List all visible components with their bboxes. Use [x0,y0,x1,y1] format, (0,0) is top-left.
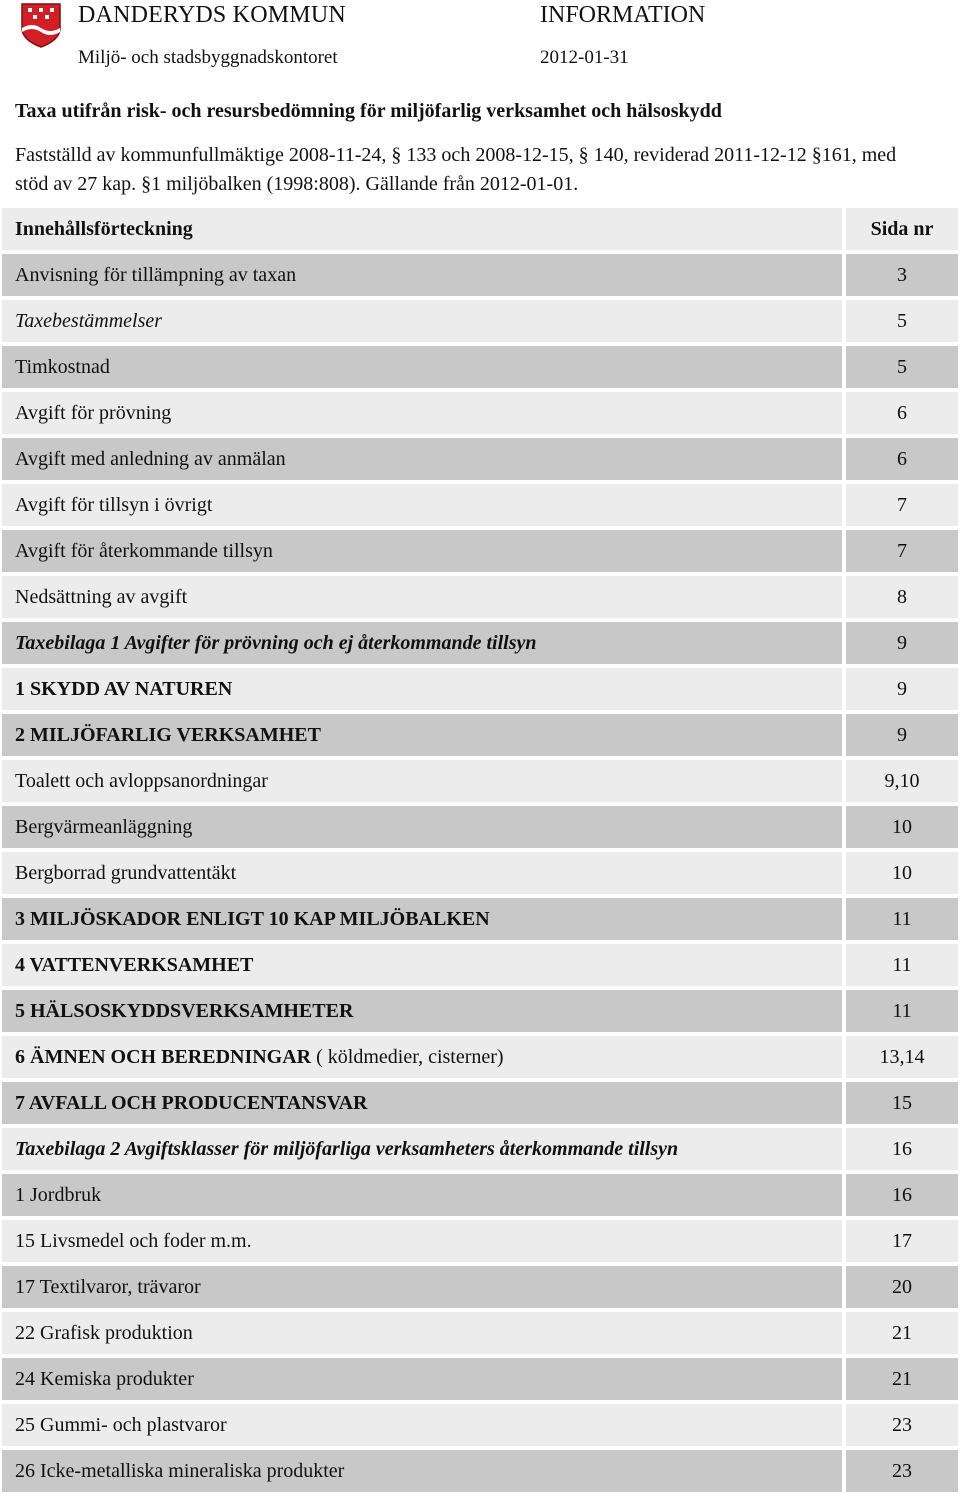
toc-entry-page: 16 [846,1128,958,1170]
toc-entry-page: 21 [846,1358,958,1400]
toc-entry-page: 6 [846,438,958,480]
toc-entry-label: Taxebilaga 1 Avgifter för prövning och ej återkommande tillsyn [15,631,537,654]
toc-entry-label: Timkostnad [15,355,110,378]
toc-entry-page: 7 [846,530,958,572]
toc-entry-page: 11 [846,898,958,940]
toc-entry-label: 1 SKYDD AV NATUREN [15,677,233,700]
toc-entry-label: Taxebestämmelser [15,309,163,332]
toc-entry-page: 7 [846,484,958,526]
toc-entry-label: 6 ÄMNEN OCH BEREDNINGAR [15,1045,312,1068]
toc-header-row [2,208,958,250]
toc-entry-label: 25 Gummi- och plastvaror [15,1413,227,1436]
toc-entry-text [2,576,842,618]
toc-row [2,944,958,986]
toc-entry-text [2,990,842,1032]
toc-entry-label: 4 VATTENVERKSAMHET [15,953,254,976]
toc-entry-page: 23 [846,1404,958,1446]
document-description: Fastställd av kommunfullmäktige 2008-11-24, § 133 och 2008-12-15, § 140, reviderad 2011-12-12 §161, med stöd av 27 kap. §1 miljöbalken (1998:808). Gällande från 2012-01-01. [15,144,897,195]
toc-row [2,622,958,664]
toc-entry-label: Avgift med anledning av anmälan [15,447,286,470]
toc-entry-page: 20 [846,1266,958,1308]
toc-entry-page: 16 [846,1174,958,1216]
toc-entry-text [2,898,842,940]
toc-entry-label: Taxebilaga 2 Avgiftsklasser för miljöfarliga verksamheters återkommande tillsyn [15,1137,679,1160]
toc-entry-label: 15 Livsmedel och foder m.m. [15,1229,252,1252]
toc-entry-text [2,1082,842,1124]
toc-entry-page: 9 [846,622,958,664]
toc-entry-label: Avgift för prövning [15,401,172,424]
toc-row [2,300,958,342]
toc-row [2,668,958,710]
toc-entry-label: 2 MILJÖFARLIG VERKSAMHET [15,723,321,746]
toc-entry-label: Avgift för återkommande tillsyn [15,539,273,562]
toc-entry-text [2,1312,842,1354]
toc-entry-page: 10 [846,852,958,894]
toc-entry-text [2,806,842,848]
municipal-coat-of-arms-icon [20,2,62,48]
toc-entry-label: 22 Grafisk produktion [15,1321,193,1344]
toc-entry-page: 9,10 [846,760,958,802]
toc-row [2,530,958,572]
toc-entry-label: Bergvärmeanläggning [15,815,193,838]
toc-entry-page: 8 [846,576,958,618]
toc-entry-page: 11 [846,944,958,986]
toc-row [2,852,958,894]
toc-row [2,1404,958,1446]
toc-entry-text [2,1358,842,1400]
toc-entry-text [2,300,842,342]
toc-entry-text [2,944,842,986]
toc-entry-label: 5 HÄLSOSKYDDSVERKSAMHETER [15,999,354,1022]
toc-entry-label: Anvisning för tillämpning av taxan [15,263,297,286]
document-title: Taxa utifrån risk- och resursbedömning för miljöfarlig verksamhet och hälsoskydd [15,100,722,122]
toc-entry-page: 5 [846,300,958,342]
toc-entry-text [2,1450,842,1492]
toc-entry-text [2,1266,842,1308]
toc-row [2,1128,958,1170]
toc-row [2,898,958,940]
toc-entry-label: 26 Icke-metalliska mineraliska produkter [15,1459,345,1482]
toc-entry-text [2,622,842,664]
toc-entry-text [2,484,842,526]
toc-entry-page: 21 [846,1312,958,1354]
toc-entry-page: 3 [846,254,958,296]
table-of-contents [2,208,958,1496]
toc-entry-text [2,714,842,756]
toc-entry-label: Toalett och avloppsanordningar [15,769,268,792]
toc-row [2,1220,958,1262]
toc-entry-text [2,346,842,388]
document-date: 2012-01-31 [540,47,629,68]
toc-entry-page: 11 [846,990,958,1032]
toc-entry-page: 5 [846,346,958,388]
toc-entry-text [2,254,842,296]
toc-row [2,254,958,296]
toc-row [2,392,958,434]
organization-name: DANDERYDS KOMMUN [78,2,346,28]
toc-entry-text [2,760,842,802]
toc-entry-text [2,1220,842,1262]
document-type: INFORMATION [540,2,706,28]
toc-entry-label: 1 Jordbruk [15,1183,102,1206]
toc-row [2,990,958,1032]
toc-row [2,1358,958,1400]
toc-row [2,1312,958,1354]
toc-entry-label: 17 Textilvaror, trävaror [15,1275,201,1298]
toc-entry-page: 23 [846,1450,958,1492]
toc-entry-text [2,668,842,710]
toc-entry-text [2,530,842,572]
toc-entry-label: 3 MILJÖSKADOR ENLIGT 10 KAP MILJÖBALKEN [15,907,490,930]
toc-row [2,484,958,526]
toc-entry-page: 9 [846,714,958,756]
toc-entry-page: 15 [846,1082,958,1124]
toc-row [2,346,958,388]
toc-page-heading: Sida nr [846,208,958,250]
toc-row [2,760,958,802]
toc-entry-text [2,1128,842,1170]
toc-entry-text [2,438,842,480]
toc-row [2,1036,958,1078]
toc-row [2,806,958,848]
toc-entry-text [2,1036,842,1078]
toc-entry-page: 13,14 [846,1036,958,1078]
toc-entry-label: Bergborrad grundvattentäkt [15,861,237,884]
toc-entry-note: ( köldmedier, cisterner) [311,1045,504,1068]
toc-entry-text [2,852,842,894]
toc-heading: Innehållsförteckning [2,208,842,250]
toc-entry-page: 17 [846,1220,958,1262]
toc-row [2,1266,958,1308]
toc-entry-text [2,1174,842,1216]
toc-row [2,576,958,618]
toc-row [2,714,958,756]
toc-entry-text [2,392,842,434]
toc-entry-label: 24 Kemiska produkter [15,1367,194,1390]
toc-entry-page: 10 [846,806,958,848]
toc-row [2,438,958,480]
toc-entry-label: Nedsättning av avgift [15,585,188,608]
toc-entry-page: 6 [846,392,958,434]
toc-row [2,1082,958,1124]
toc-row [2,1450,958,1492]
toc-entry-label: Avgift för tillsyn i övrigt [15,493,213,516]
department-name: Miljö- och stadsbyggnadskontoret [78,47,338,68]
toc-entry-text [2,1404,842,1446]
toc-entry-page: 9 [846,668,958,710]
toc-row [2,1174,958,1216]
toc-entry-label: 7 AVFALL OCH PRODUCENTANSVAR [15,1091,368,1114]
